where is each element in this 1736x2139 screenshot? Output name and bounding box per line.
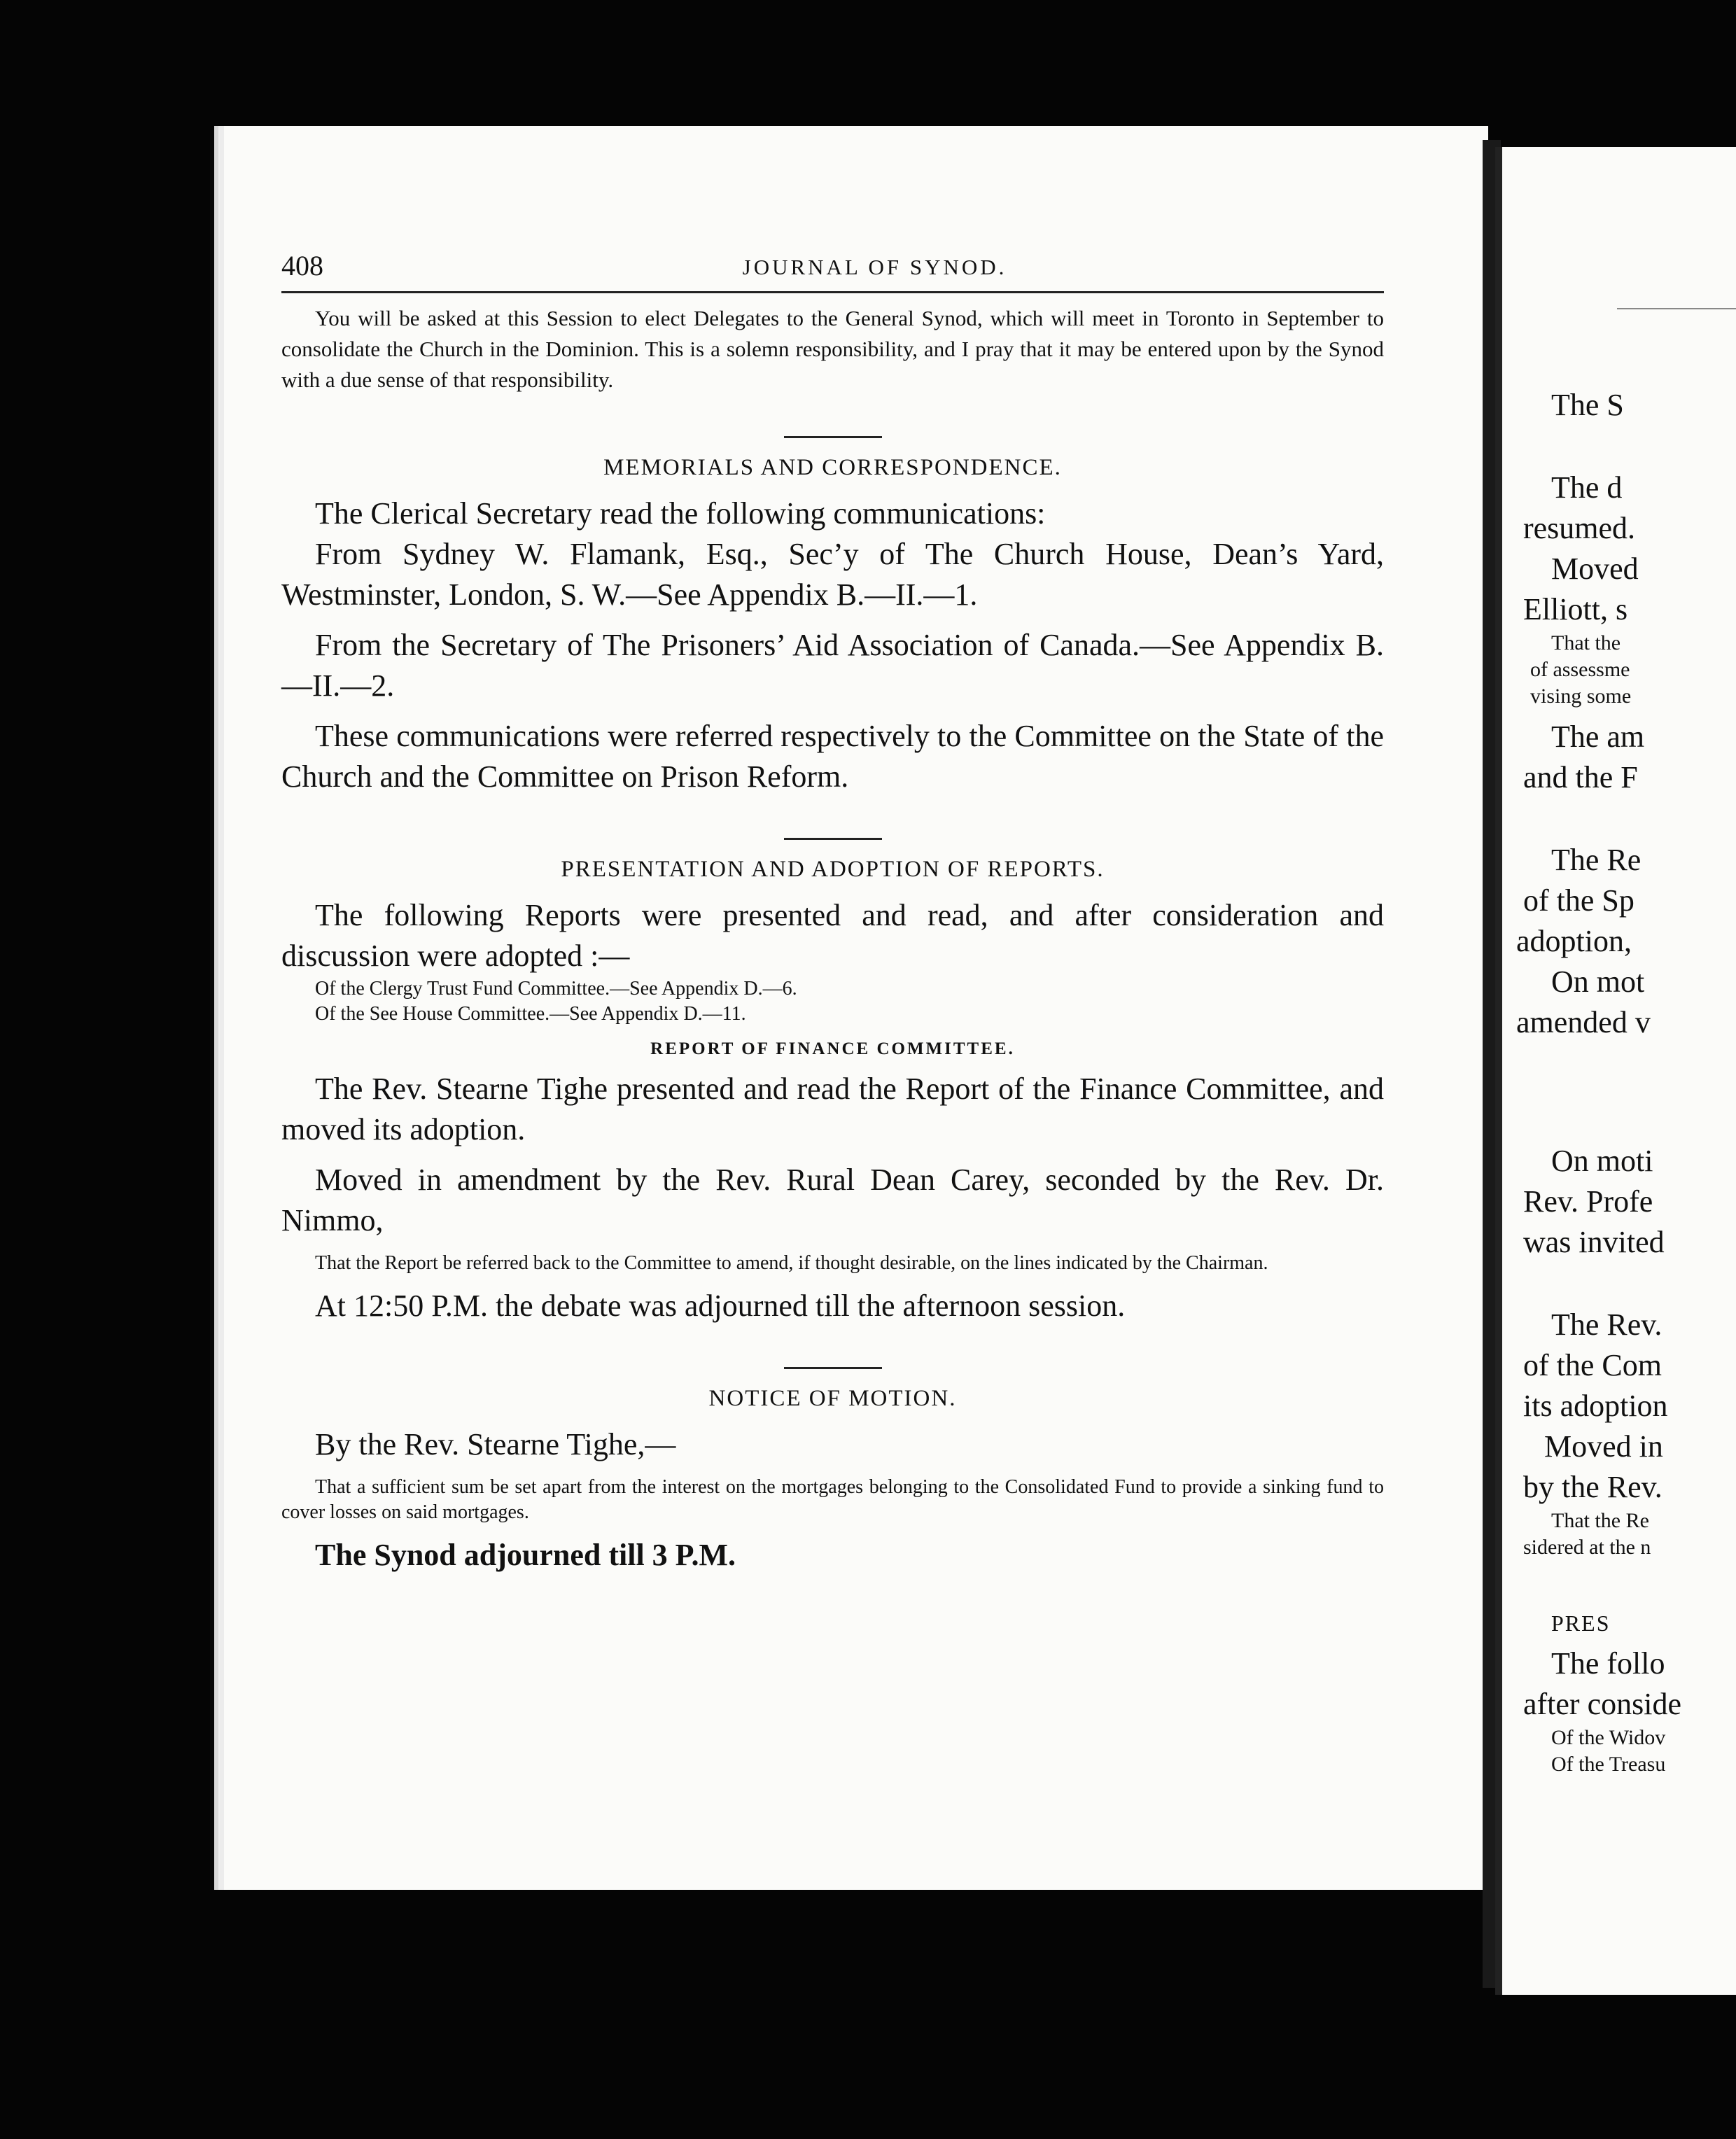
facing-line: Elliott, s	[1523, 592, 1628, 626]
facing-line: Rev. Profe	[1523, 1184, 1653, 1219]
reports-item: Of the Clergy Trust Fund Committee.—See Appendix D.—6.	[315, 978, 797, 1000]
facing-line: its adoption	[1523, 1389, 1668, 1423]
facing-line: On mot	[1551, 965, 1645, 999]
facing-line: amended v	[1516, 1005, 1651, 1039]
memorials-heading: MEMORIALS AND CORRESPONDENCE.	[603, 455, 1062, 480]
facing-line: sidered at the n	[1523, 1536, 1651, 1559]
running-head	[281, 249, 1384, 293]
memorials-paragraph-4: These communications were referred respectively to the Committee on the State of the Church and the Committee on Prison Reform.	[281, 719, 1384, 794]
journal-title: JOURNAL OF SYNOD.	[742, 255, 1007, 279]
facing-line: Of the Widov	[1551, 1726, 1666, 1749]
facing-line: by the Rev.	[1523, 1470, 1662, 1504]
notice-motion: That a sufficient sum be set apart from the interest on the mortgages belonging to the Consolidated Fund to provide a sinking fund to cover losses on said mortgages.	[281, 1476, 1384, 1523]
reports-paragraph: The following Reports were presented and read, and after consideration and discussion were adopted :—	[281, 898, 1384, 973]
memorials-paragraph-1: The Clerical Secretary read the following communications:	[315, 496, 1046, 531]
reports-item: Of the See House Committee.—See Appendix D.—11.	[315, 1003, 746, 1025]
notice-paragraph: By the Rev. Stearne Tighe,—	[315, 1427, 676, 1461]
facing-line: Of the Treasu	[1551, 1753, 1666, 1776]
facing-line: was invited	[1523, 1225, 1665, 1259]
facing-line: of assessme	[1530, 658, 1630, 681]
page-content	[281, 249, 1384, 1576]
section-divider	[784, 436, 882, 438]
section-divider	[784, 1367, 882, 1369]
intro-paragraph: You will be asked at this Session to elect Delegates to the General Synod, which will meet in Toronto in September to consolidate the Church in the Dominion. This is a solemn responsibility, and I pray that it may be entered upon by the Synod with a due sense of that responsibility.	[281, 306, 1384, 392]
facing-line: Moved in	[1544, 1429, 1663, 1464]
adjourn-line: The Synod adjourned till 3 P.M.	[315, 1538, 736, 1572]
facing-line: The follo	[1551, 1646, 1665, 1681]
finance-paragraph-1: The Rev. Stearne Tighe presented and read the Report of the Finance Committee, and moved its adoption.	[281, 1072, 1384, 1146]
facing-line: and the F	[1523, 760, 1638, 794]
facing-line: That the	[1551, 631, 1621, 654]
facing-line: The Re	[1551, 843, 1642, 877]
memorials-paragraph-2: From Sydney W. Flamank, Esq., Sec’y of The Church House, Dean’s Yard, Westminster, London, S. W.—See Appendix B.—II.—1.	[281, 537, 1384, 612]
facing-line: adoption,	[1516, 924, 1632, 958]
page-number: 408	[281, 250, 323, 281]
facing-line: PRES	[1551, 1611, 1611, 1636]
facing-line: On moti	[1551, 1144, 1653, 1178]
facing-line: of the Sp	[1523, 883, 1634, 918]
finance-heading: REPORT OF FINANCE COMMITTEE.	[650, 1039, 1015, 1058]
reports-heading: PRESENTATION AND ADOPTION OF REPORTS.	[561, 857, 1105, 882]
memorials-paragraph-3: From the Secretary of The Prisoners’ Aid Association of Canada.—See Appendix B.—II.—2.	[281, 628, 1384, 703]
facing-page-text	[1516, 280, 1736, 1778]
facing-line: The S	[1551, 388, 1624, 422]
finance-paragraph-2: Moved in amendment by the Rev. Rural Dean Carey, seconded by the Rev. Dr. Nimmo,	[281, 1163, 1384, 1237]
notice-heading: NOTICE OF MOTION.	[708, 1386, 957, 1411]
facing-line: resumed.	[1523, 511, 1636, 545]
facing-line: The am	[1551, 720, 1645, 754]
facing-line: vising some	[1530, 685, 1632, 708]
facing-line: Moved	[1551, 552, 1639, 586]
finance-paragraph-3: At 12:50 P.M. the debate was adjourned till the afternoon session.	[315, 1289, 1126, 1323]
facing-line: after conside	[1523, 1687, 1681, 1721]
facing-line: The d	[1551, 470, 1623, 505]
facing-line: That the Re	[1551, 1509, 1649, 1532]
facing-line: The Rev.	[1551, 1307, 1662, 1342]
section-divider	[784, 838, 882, 840]
finance-motion: That the Report be referred back to the Committee to amend, if thought desirable, on the lines indicated by the Chairman.	[315, 1252, 1268, 1274]
facing-line: of the Com	[1523, 1348, 1662, 1382]
